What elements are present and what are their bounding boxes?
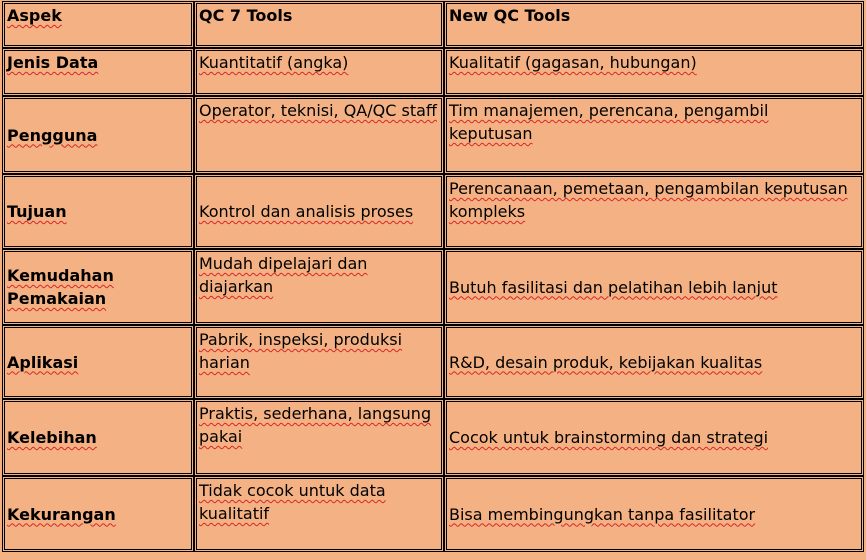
newqc-cell: Bisa membingungkan tanpa fasilitator (444, 476, 864, 552)
row-label: Aplikasi (2, 325, 194, 399)
qc7-cell: Pabrik, inspeksi, produksi harian (194, 325, 444, 399)
row-label: Kekurangan (2, 476, 194, 552)
comparison-table (2, 1, 864, 552)
table-row (2, 399, 864, 476)
table-row (2, 476, 864, 552)
newqc-cell: Tim manajemen, perencana, pengambil keputusan (444, 96, 864, 174)
row-label: Pengguna (2, 96, 194, 174)
row-label: Kelebihan (2, 399, 194, 476)
table-row (2, 325, 864, 399)
table-row (2, 249, 864, 325)
qc7-cell: Mudah dipelajari dan diajarkan (194, 249, 444, 325)
row-label: Tujuan (2, 174, 194, 249)
newqc-cell: R&D, desain produk, kebijakan kualitas (444, 325, 864, 399)
row-label: Kemudahan Pemakaian (2, 249, 194, 325)
newqc-cell: Perencanaan, pemetaan, pengambilan keputusan kompleks (444, 174, 864, 249)
newqc-cell: Kualitatif (gagasan, hubungan) (444, 48, 864, 96)
header-cell-aspek: Aspek (2, 1, 194, 48)
table-row (2, 174, 864, 249)
newqc-cell: Cocok untuk brainstorming dan strategi (444, 399, 864, 476)
qc7-cell: Operator, teknisi, QA/QC staff (194, 96, 444, 174)
table-header-row (2, 1, 864, 48)
qc7-cell: Kuantitatif (angka) (194, 48, 444, 96)
newqc-cell: Butuh fasilitasi dan pelatihan lebih lanjut (444, 249, 864, 325)
table-row (2, 48, 864, 96)
qc7-cell: Praktis, sederhana, langsung pakai (194, 399, 444, 476)
table-row (2, 96, 864, 174)
header-cell-newqc: New QC Tools (444, 1, 864, 48)
qc7-cell: Kontrol dan analisis proses (194, 174, 444, 249)
header-cell-qc7: QC 7 Tools (194, 1, 444, 48)
qc7-cell: Tidak cocok untuk data kualitatif (194, 476, 444, 552)
row-label: Jenis Data (2, 48, 194, 96)
